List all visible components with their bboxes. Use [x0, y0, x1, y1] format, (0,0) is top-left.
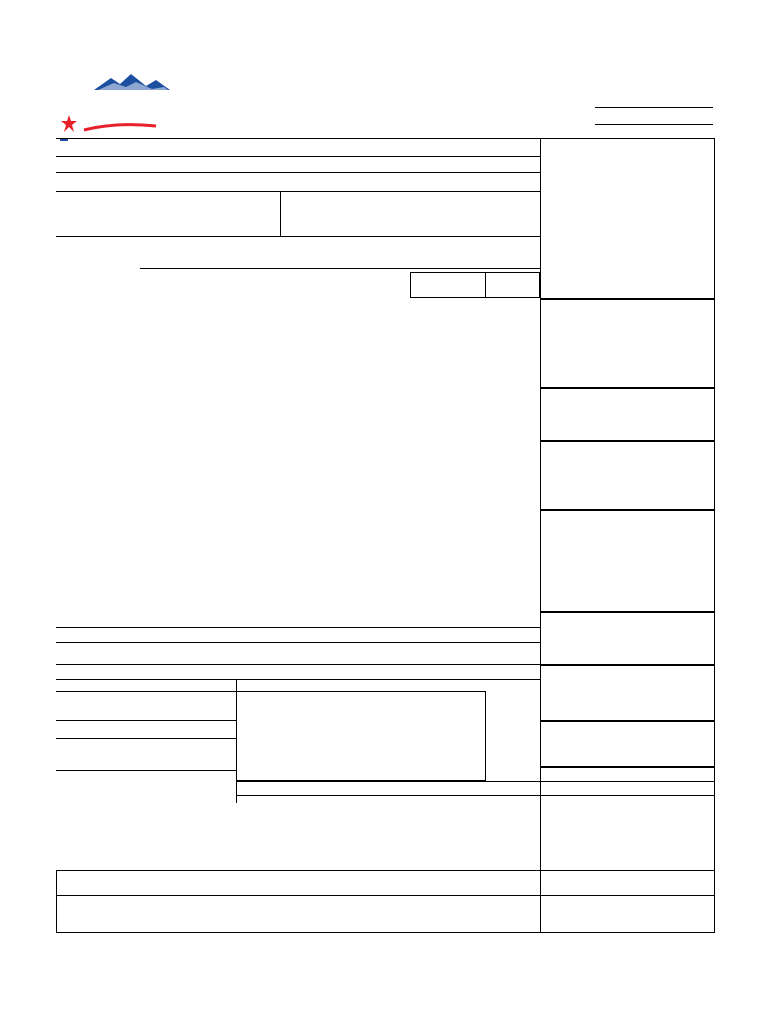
frame-line	[540, 795, 714, 796]
frame-line	[540, 781, 714, 782]
frame-line	[56, 627, 540, 628]
frame-line	[485, 272, 486, 298]
frame-line	[56, 156, 540, 157]
frame-line	[56, 172, 540, 173]
frame-line	[280, 191, 281, 236]
frame-line	[56, 236, 540, 237]
frame-line	[56, 770, 236, 771]
frame-line	[540, 664, 714, 666]
frame-line	[56, 679, 540, 680]
frame-line	[540, 720, 714, 722]
usbc-logo	[56, 70, 206, 156]
frame-line	[56, 642, 540, 643]
frame-line	[540, 509, 714, 511]
frame-line	[540, 138, 541, 162]
entry-number-line[interactable]	[595, 107, 713, 108]
frame-line	[56, 870, 714, 871]
frame-line	[714, 138, 715, 933]
frame-line	[236, 795, 540, 796]
frame-line	[236, 691, 486, 781]
frame-line	[540, 387, 714, 389]
frame-line	[56, 932, 714, 933]
frame-line	[540, 298, 714, 300]
frame-line	[540, 766, 714, 768]
frame-line	[540, 611, 714, 613]
frame-line	[56, 664, 540, 665]
team-name-line[interactable]	[140, 268, 540, 269]
frame-line	[540, 440, 714, 442]
frame-line	[56, 720, 236, 721]
frame-line	[540, 162, 541, 932]
frame-line	[56, 895, 714, 896]
frame-line	[236, 781, 540, 782]
frame-line	[410, 272, 540, 298]
frame-line	[56, 738, 236, 739]
date-rec-line[interactable]	[595, 124, 713, 125]
frame-line	[56, 870, 57, 932]
frame-line	[56, 191, 540, 192]
frame-line	[56, 691, 236, 692]
frame-line	[56, 138, 714, 139]
